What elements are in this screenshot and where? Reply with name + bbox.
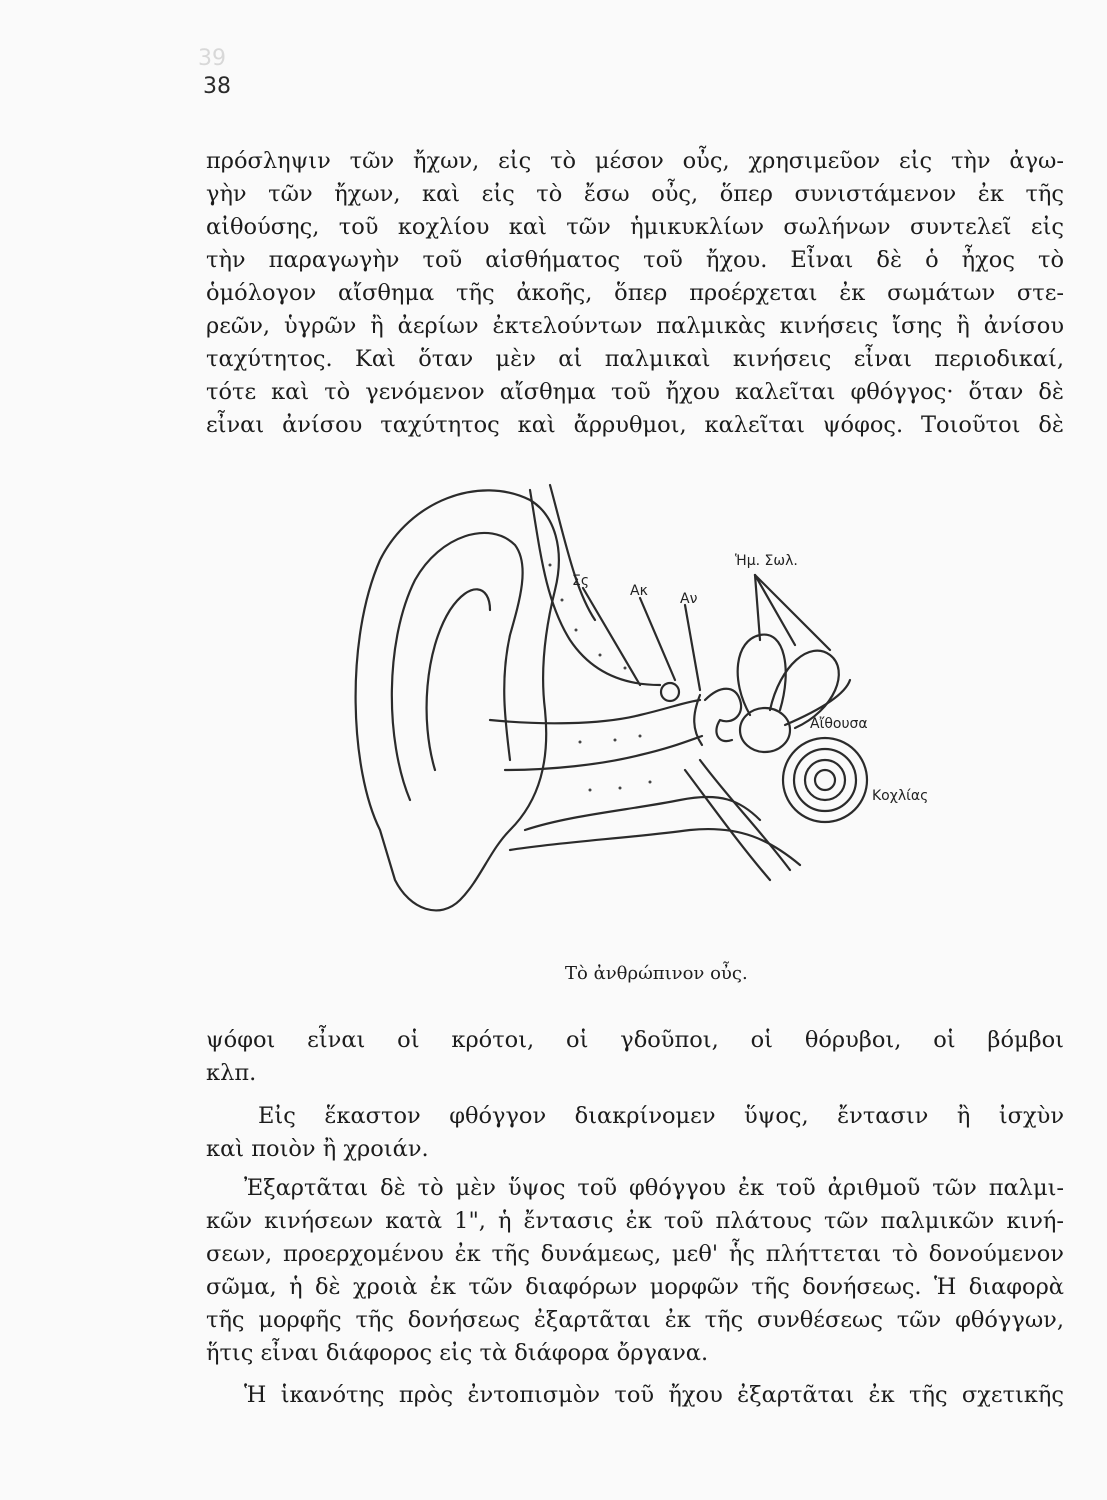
label-vestibule: Αἴθουσα	[810, 716, 868, 732]
text-line: εἶναι ἀνίσου ταχύτητος καὶ ἄρρυθμοι, καλεῖται ψόφος. Τοιοῦτοι δὲ	[206, 412, 1064, 438]
text-line: κλπ.	[206, 1060, 257, 1086]
text-line: Εἰς ἕκαστον φθόγγον διακρίνομεν ὕψος, ἔντασιν ἢ ἰσχὺν	[258, 1103, 1064, 1129]
page-number: 38	[203, 74, 231, 99]
text-line: Ἐξαρτᾶται δὲ τὸ μὲν ὕψος τοῦ φθόγγου ἐκ τοῦ ἀριθμοῦ τῶν παλμι-	[244, 1175, 1064, 1201]
figure-caption: Τὸ ἀνθρώπινον οὖς.	[565, 963, 748, 984]
text-line: αἰθούσης, τοῦ κοχλίου καὶ τῶν ἡμικυκλίων σωλήνων συντελεῖ εἰς	[206, 214, 1064, 240]
label-an: Αν	[680, 591, 698, 607]
paragraph-3	[206, 1100, 1064, 1166]
vestibule	[740, 708, 790, 752]
semicircular-canals	[738, 635, 786, 715]
text-line: κῶν κινήσεων κατὰ 1", ἡ ἔντασις ἐκ τοῦ πλάτους τῶν παλμικῶν κινή-	[206, 1208, 1064, 1234]
paragraph-2	[206, 1024, 1064, 1090]
text-line: πρόσληψιν τῶν ἤχων, εἰς τὸ μέσον οὖς, χρησιμεῦον εἰς τὴν ἀγω-	[206, 148, 1064, 174]
text-line: γὴν τῶν ἤχων, καὶ εἰς τὸ ἔσω οὖς, ὅπερ συνιστάμενον ἐκ τῆς	[206, 181, 1064, 207]
text-line: σεων, προερχομένου ἐκ τῆς δυνάμεως, μεθ' ἧς πλήττεται τὸ δονούμενον	[206, 1241, 1064, 1267]
ear-canal	[490, 700, 700, 723]
text-line: ταχύτητος. Καὶ ὅταν μὲν αἱ παλμικαὶ κινήσεις εἶναι περιοδικαί,	[206, 346, 1064, 372]
ear-illustration	[340, 470, 929, 940]
label-ak: Ακ	[630, 583, 648, 599]
text-line: σῶμα, ἡ δὲ χροιὰ ἐκ τῶν διαφόρων μορφῶν τῆς δονήσεως. Ἡ διαφορὰ	[206, 1274, 1064, 1300]
text-line: ὁμόλογον αἴσθημα τῆς ἀκοῆς, ὅπερ προέρχεται ἐκ σωμάτων στε-	[206, 280, 1064, 306]
text-line: τὴν παραγωγὴν τοῦ αἰσθήματος τοῦ ἤχου. Εἶναι δὲ ὁ ἦχος τὸ	[206, 247, 1064, 273]
label-cochlea: Κοχλίας	[872, 788, 929, 804]
paragraph-4	[206, 1172, 1064, 1370]
text-line: τῆς μορφῆς τῆς δονήσεως ἐξαρτᾶται ἐκ τῆς συνθέσεως τῶν φθόγγων,	[206, 1307, 1064, 1333]
label-sigma: Σς	[572, 573, 590, 589]
paragraph-5	[206, 1379, 1064, 1412]
eustachian-tube	[700, 760, 790, 870]
text-line: τότε καὶ τὸ γενόμενον αἴσθημα τοῦ ἤχου καλεῖται φθόγγος· ὅταν δὲ	[206, 379, 1064, 405]
text-line: καὶ ποιὸν ἢ χροιάν.	[206, 1136, 429, 1162]
text-line: ἥτις εἶναι διάφορος εἰς τὰ διάφορα ὄργανα.	[206, 1340, 709, 1366]
text-line: ρεῶν, ὑγρῶν ἢ ἀερίων ἐκτελούντων παλμικὰς κινήσεις ἴσης ἢ ἀνίσου	[206, 313, 1064, 339]
pinna-inner-fold	[392, 533, 523, 800]
text-line: ψόφοι εἶναι οἱ κρότοι, οἱ γδοῦποι, οἱ θόρυβοι, οἱ βόμβοι	[206, 1027, 1064, 1053]
ghost-page-number: 39	[198, 46, 226, 71]
text-line: Ἡ ἱκανότης πρὸς ἐντοπισμὸν τοῦ ἤχου ἐξαρτᾶται ἐκ τῆς σχετικῆς	[244, 1382, 1064, 1408]
paragraph-1	[206, 145, 1064, 442]
label-semicircular-canals: Ἡμ. Σωλ.	[735, 553, 798, 569]
cochlea	[783, 738, 867, 822]
ossicles	[705, 689, 741, 741]
